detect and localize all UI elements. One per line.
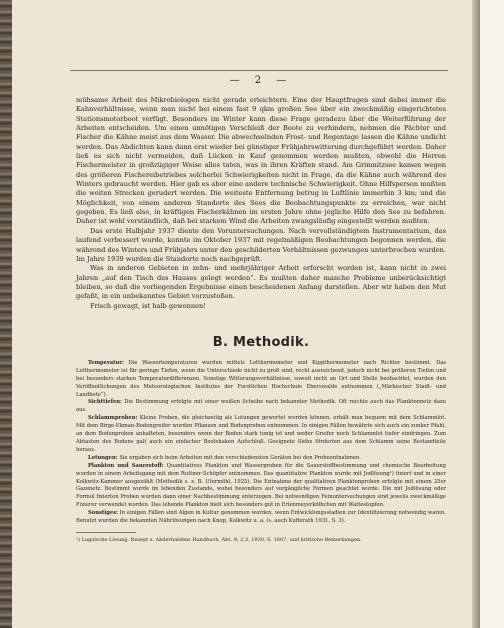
scan-margin (480, 0, 504, 628)
method-schlammproben (76, 415, 446, 455)
section-heading: B. Methodik. (212, 334, 310, 350)
method-lead: Lotungen: (88, 454, 118, 461)
method-text: Die Wassertemperaturen wurden mittels Lotthermometer und Kippthermometer nach Richter bestimmt. Das Lotthermometer ist für geringe Tiefen, wenn die Unterschiede nicht zu groß sind, recht ausreichend, jedoch nicht bei größeren Tiefen und bei besonders starken Temperaturdifferenzen. Sonstige Witterungsverhältnisse, soweit nicht an Ort und Stelle beobachtet, wurden den Veröffentlichungen des Meteorologischen Institutes der Forstlichen Hochschule Eberswalde entnommen („Märkischer Stadt- und Landbote“). (76, 359, 446, 398)
method-sonstiges (76, 510, 446, 526)
book-binding (0, 0, 12, 628)
intro-paragraph-1: mühsame Arbeit des Mikrobiologen nicht gerade erleichtern. Eine der Hauptfragen sind dabei immer die Kahnverhältnisse, wenn man nicht bei einem fast 9 qkm großen See über ein zweckmäßig eingerichtetes Stationsmotorboot verfügt. Besonders im Winter kann diese Frage geradezu über die Weiterführung der Arbeiten entscheiden. Um einen unnötigen Verschleiß der Boote zu verhindern, nehmen die Pächter und Fischer die Kähne meist aus dem Wasser. Die abwechselnden Frost- und Regentage lassen die Kähne undicht werden. Das Abdichten kann dann erst wieder bei günstiger Frühjahrswitterung durchgeführt werden. Daher ließ es sich nicht vermeiden, daß Lücken in Kauf genommen werden mußten, obwohl die Herren Fischermeister in großzügiger Weise alles taten, was in ihren Kräften stand. Am Grimnitzsee kamen wegen des größeren Fischereibetriebes solcherlei Schwierigkeiten nicht in Frage, da die Kähne auch während des Winters gebraucht werden. Hier gab es aber eine andere technische Schwierigkeit. Ohne Hilfsperson mußten die weiten Strecken gerudert werden. Die weiteste Entfernung betrug in Luftlinie immerhin 3 km; und die Möglichkeit, von einem anderen Standorte des Sees die Beobachtungspunkte zu erreichen, war nicht gegeben. Es ließ also, in kräftigen Fischerkähnen im ersten Jahre ohne jegliche Hilfe den See zu befahren. Daher ist wohl verständlich, daß bei starkem Wind die Arbeiten zwangsläufig eingestellt werden mußten. (76, 96, 446, 226)
page-number: — 2 — (229, 75, 293, 86)
method-lead: Sichttiefen: (88, 399, 122, 406)
page-text (76, 75, 446, 544)
intro-paragraph-2: Das erste Halbjahr 1937 diente den Voruntersuchungen. Nach vervollständigtem Instrumentarium, das laufend verbessert wurde, konnte im Oktober 1937 mit regelmäßigen Beobachtungen begonnen werden, die während des Winters und Frühjahrs unter den geschilderten Verhältnissen gezwungen unterbrochen wurden. Im Jahre 1939 wurden die Standorte noch nachgeprüft. (76, 226, 446, 263)
method-plankton (76, 463, 446, 510)
method-text: Quantitatives Plankton und Wasserproben für die Sauerstoffbestimmung und chemische Bearbeitung wurden in einem Arbeitsgang mit dem Ruttner-Schöpfer entnommen. Das quantitative Plankton wurde mit Jodlösung¹) fixiert und in einer Kolkwitz-Kammer ausgezählt (Methodik s. z. B. Utermöhl, 1925). Die Entnahme der qualitativen Planktonproben erfolgte mit einem 25er Gazenetz. Bestimmt wurde im lebenden Zustande, wobei besonders auf vergängliche Formen geachtet wurde. Die mit Jodlösung oder Formol fixierten Proben wurden dann einer Nachbestimmung unterzogen. Bei notwendigen Feinuntersuchungen sind jeweils zweckmäßige Fixierer verwendet worden. Das lebende Plankton hielt sich besonders gut in Erlenmeyerkölbchen mit Wattestopfen. (76, 462, 446, 509)
method-temperature (76, 360, 446, 400)
method-lead: Temperatur: (88, 359, 124, 366)
footnote: ¹) Lugolsche Lösung. Rezept s. Abderhaldens Handbuch, Abt. 9; 2,3, 1930, S. 1607, und kritische Bemerkungen. (76, 536, 362, 543)
method-lead: Schlammproben: (88, 415, 138, 422)
method-lotungen (76, 455, 446, 463)
page-edge-shadow (472, 0, 480, 628)
method-text: Die Bestimmung erfolgte mit einer weißen Scheibe nach bekannter Methodik. Oft reichte auch das Planktonnetz dazu aus. (76, 399, 446, 414)
method-text: In einigen Fällen sind Algen in Kultur genommen worden, wenn Entwicklungsstadien zur Identifizierung notwendig waren. Benutzt wurden die bekannten Nährlösungen nach Knop, Kolkwitz u. a. (s. auch Kufferath 1931, S. 3). (76, 510, 446, 525)
method-text: Sie ergaben sich beim Arbeiten mit den verschiedensten Geräten bei den Probeentnahmen. (117, 454, 361, 461)
method-sichttiefen (76, 399, 446, 415)
header-rule (70, 70, 448, 71)
footnote-rule (76, 532, 136, 533)
method-lead: Plankton und Sauerstoff: (88, 462, 164, 469)
method-lead: Sonstiges: (88, 510, 119, 517)
intro-paragraph-4: Frisch gewagt, ist halb gewonnen! (90, 301, 206, 310)
method-text: Kleine Proben, die gleichzeitig als Lotungen gewertet werden können, erhält man bequem mit dem Schlammlot. Mit dem Birge-Ekman-Bodengreifer wurden Pflanzen und Bodenproben entnommen. In einigen Fällen bewährte sich auch ein zunker Pfahl, an dem Bodenproben anhafteten, besonders wenn der Boden stark tonig ist und weder Greifer noch Schlammlot tiefer eindringen. Zum Abtasten des Bodens galt auch ein einfacher Bootshaken Aufschluß. Geeignete Siebe förderten aus dem Schlamm seine Bestandteile heraus. (76, 415, 446, 453)
intro-paragraph-3: Was in anderen Gebieten in zehn- und mehrjähriger Arbeit erforscht worden ist, kann nicht in zwei Jahren „auf den Tisch des Hauses gelegt werden“. Es mußten daher manche Probleme unberücksichtigt bleiben, so daß die vorliegenden Ergebnisse einen bescheidenen Anfang darstellen. Aber wir haben den Mut gefaßt, in ein unbekanntes Gebiet vorzustoßen. (76, 264, 446, 301)
